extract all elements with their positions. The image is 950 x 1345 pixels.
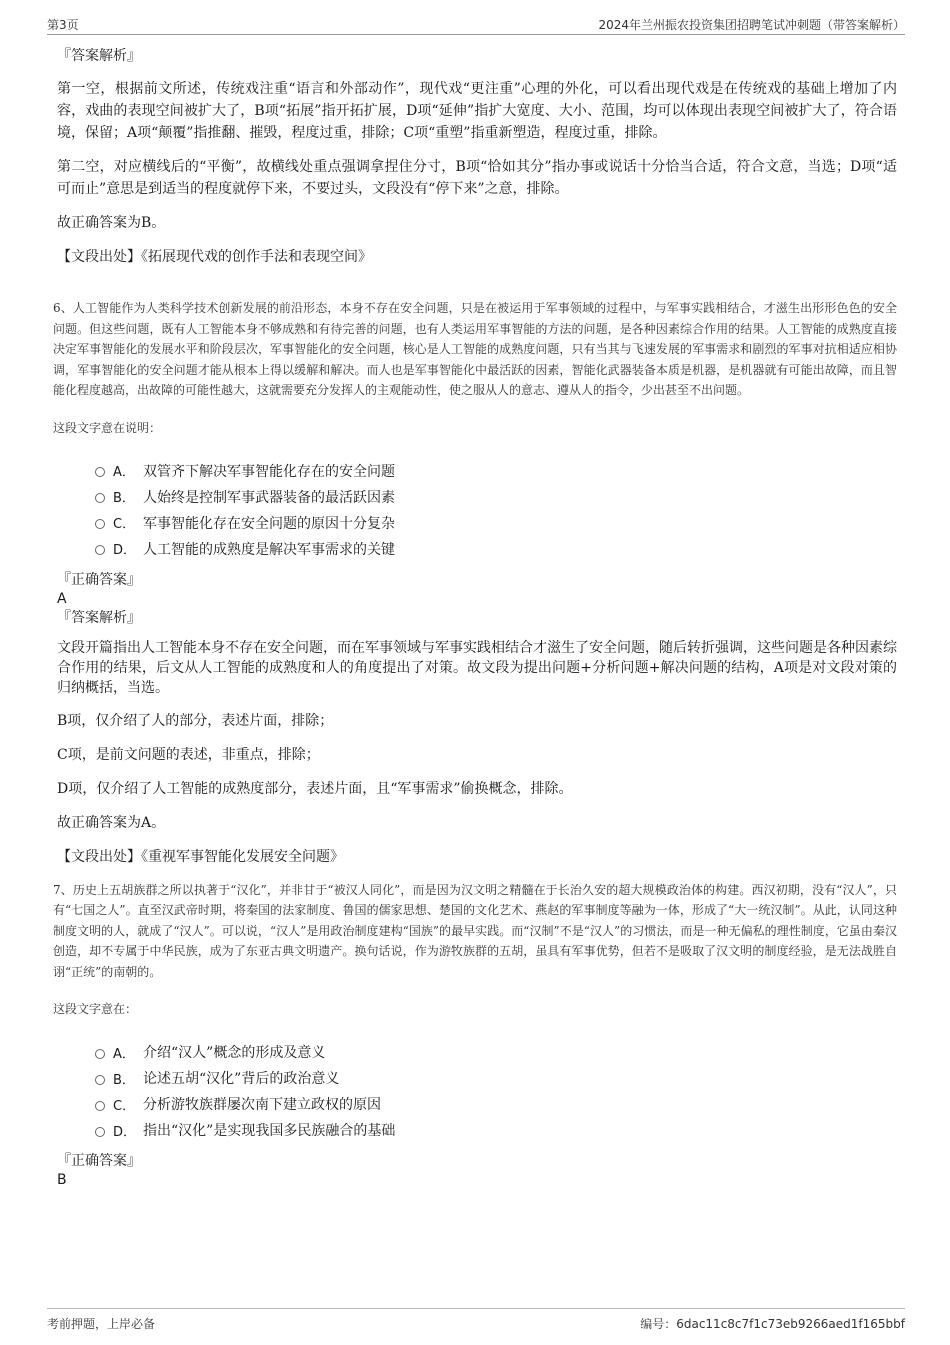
q6-analysis-para-2: B项，仅介绍了人的部分，表述片面，排除；: [57, 712, 334, 729]
radio-icon[interactable]: [95, 1075, 105, 1085]
q7-answer: B: [57, 1172, 67, 1188]
radio-icon[interactable]: [95, 1101, 105, 1111]
option-letter: C．: [113, 1098, 136, 1114]
radio-icon[interactable]: [95, 467, 105, 477]
q6-answer-label: 『正确答案』: [57, 571, 141, 588]
option-text: 分析游牧族群屡次南下建立政权的原因: [143, 1097, 381, 1113]
radio-icon[interactable]: [95, 493, 105, 503]
q6-option-d[interactable]: [95, 536, 897, 562]
option-text: 人始终是控制军事武器装备的最活跃因素: [143, 489, 395, 506]
option-text: 人工智能的成熟度是解决军事需求的关键: [143, 541, 395, 558]
q6-analysis-para-4: D项，仅介绍了人工智能的成熟度部分，表述片面，且“军事需求”偷换概念，排除。: [57, 780, 573, 797]
q6-stem: 6、人工智能作为人类科学技术创新发展的前沿形态，本身不存在安全问题，只是在被运用于军事领域的过程中，与军事实践相结合，才滋生出形形色色的安全问题。但这些问题，既有人工智能本身不够成熟和有待完善的问题，也有人类运用军事智能的方法的问题，是各种因素综合作用的结果。人工智能的成熟度直接决定军事智能化的发展水平和阶段层次，军事智能化的安全问题，核心是人工智能的成熟度问题，只有当其与飞速发展的军事需求和剧烈的军事对抗相适应相协调，军事智能化的安全问题才能从根本上得以缓解和解决。而人也是军事智能化中最活跃的因素，智能化武器装备本质是机器，是机器就有可能出故障，而且智能化程度越高，出故障的可能性越大，这就需要充分发挥人的主观能动性，使之服从人的意志、遵从人的指令，少出甚至不出问题。: [53, 301, 897, 397]
page-number: 第3页: [47, 18, 79, 32]
option-letter: C．: [113, 517, 136, 532]
q6-conclusion: 故正确答案为A。: [57, 814, 166, 831]
q7-option-c[interactable]: [95, 1091, 897, 1117]
option-text: 双管齐下解决军事智能化存在的安全问题: [143, 463, 395, 480]
document-title: 2024年兰州振农投资集团招聘笔试冲刺题（带答案解析）: [598, 18, 905, 32]
q6-answer: A: [57, 590, 67, 607]
option-text: 介绍“汉人”概念的形成及意义: [143, 1045, 326, 1061]
option-text: 论述五胡“汉化”背后的政治意义: [143, 1071, 340, 1087]
q7-option-a[interactable]: [95, 1039, 897, 1065]
radio-icon[interactable]: [95, 545, 105, 555]
radio-icon[interactable]: [95, 519, 105, 529]
option-letter: A．: [113, 1046, 135, 1062]
page-footer: [47, 1308, 905, 1331]
page-header: [47, 14, 905, 35]
option-letter: D．: [113, 543, 137, 558]
q6-options: [95, 458, 897, 562]
q7-options: [95, 1039, 897, 1143]
q6-analysis-label: 『答案解析』: [57, 609, 141, 626]
option-text: 指出“汉化”是实现我国多民族融合的基础: [143, 1123, 396, 1139]
q7-option-b[interactable]: [95, 1065, 897, 1091]
option-text: 军事智能化存在安全问题的原因十分复杂: [143, 515, 395, 532]
q5-conclusion: 故正确答案为B。: [57, 215, 166, 231]
option-letter: B．: [113, 1072, 135, 1088]
radio-icon[interactable]: [95, 1049, 105, 1059]
q5-analysis-para-1: 第一空，根据前文所述，传统戏注重“语言和外部动作”，现代戏“更注重”心理的外化，可以看出现代戏是在传统戏的基础上增加了内容，戏曲的表现空间被扩大了，B项“拓展”指开拓扩展，D项“延伸”指扩大宽度、大小、范围，均可以体现出表现空间被扩大了，符合语境，保留；A项“颠覆”指推翻、摧毁，程度过重，排除；C项“重塑”指重新塑造，程度过重，排除。: [57, 81, 897, 141]
option-letter: D．: [113, 1124, 137, 1140]
q5-source: 【文段出处】《拓展现代戏的创作手法和表现空间》: [57, 249, 372, 265]
footer-slogan: 考前押题，上岸必备: [47, 1317, 156, 1331]
q7-answer-label: 『正确答案』: [57, 1153, 141, 1169]
q6-analysis-para-3: C项，是前文问题的表述，非重点，排除；: [57, 746, 320, 763]
option-letter: A．: [113, 465, 135, 480]
q7-prompt: 这段文字意在：: [53, 1002, 138, 1016]
q6-analysis-para-1: 文段开篇指出人工智能本身不存在安全问题，而在军事领域与军事实践相结合才滋生了安全问题，随后转折强调，这些问题是各种因素综合作用的结果，后文从人工智能的成熟度和人的角度提出了对策。故文段为提出问题+分析问题+解决问题的结构，A项是对文段对策的归纳概括，当选。: [57, 639, 897, 696]
radio-icon[interactable]: [95, 1127, 105, 1137]
document-code: 编号：6dac11c8c7f1c73eb9266aed1f165bbf: [640, 1317, 905, 1331]
q7-option-d[interactable]: [95, 1117, 897, 1143]
option-letter: B．: [113, 491, 135, 506]
q7-stem: 7、历史上五胡族群之所以执著于“汉化”，并非甘于“被汉人同化”，而是因为汉文明之精髓在于长治久安的超大规模政治体的构建。西汉初期，没有“汉人”，只有“七国之人”。直至汉武帝时期，将秦国的法家制度、鲁国的儒家思想、楚国的文化艺术、燕赵的军事制度等融为一体，形成了“大一统汉制”。从此，认同这种制度文明的人，就成了“汉人”。可以说，“汉人”是用政治制度建构“国族”的最早实践。而“汉制”不是“汉人”的习惯法，而是一种无偏私的理性制度，它虽由秦汉创造，却不专属于中华民族，成为了东亚古典文明遗产。换句话说，作为游牧族群的五胡，虽具有军事优势，但若不是吸取了汉文明的制度经验，是无法战胜自诩“正统”的南朝的。: [53, 882, 897, 979]
q5-analysis-para-2: 第二空，对应横线后的“平衡”，故横线处重点强调拿捏住分寸，B项“恰如其分”指办事或说话十分恰当合适，符合文意，当选；D项“适可而止”意思是到适当的程度就停下来，不要过头，文段没有“停下来”之意，排除。: [57, 159, 897, 197]
q6-option-b[interactable]: [95, 484, 897, 510]
q6-source: 【文段出处】《重视军事智能化发展安全问题》: [57, 848, 344, 865]
q6-option-a[interactable]: [95, 458, 897, 484]
page-content: [53, 46, 897, 1189]
q6-option-c[interactable]: [95, 510, 897, 536]
q6-prompt: 这段文字意在说明：: [53, 420, 162, 435]
q5-analysis-label: 『答案解析』: [57, 48, 141, 64]
